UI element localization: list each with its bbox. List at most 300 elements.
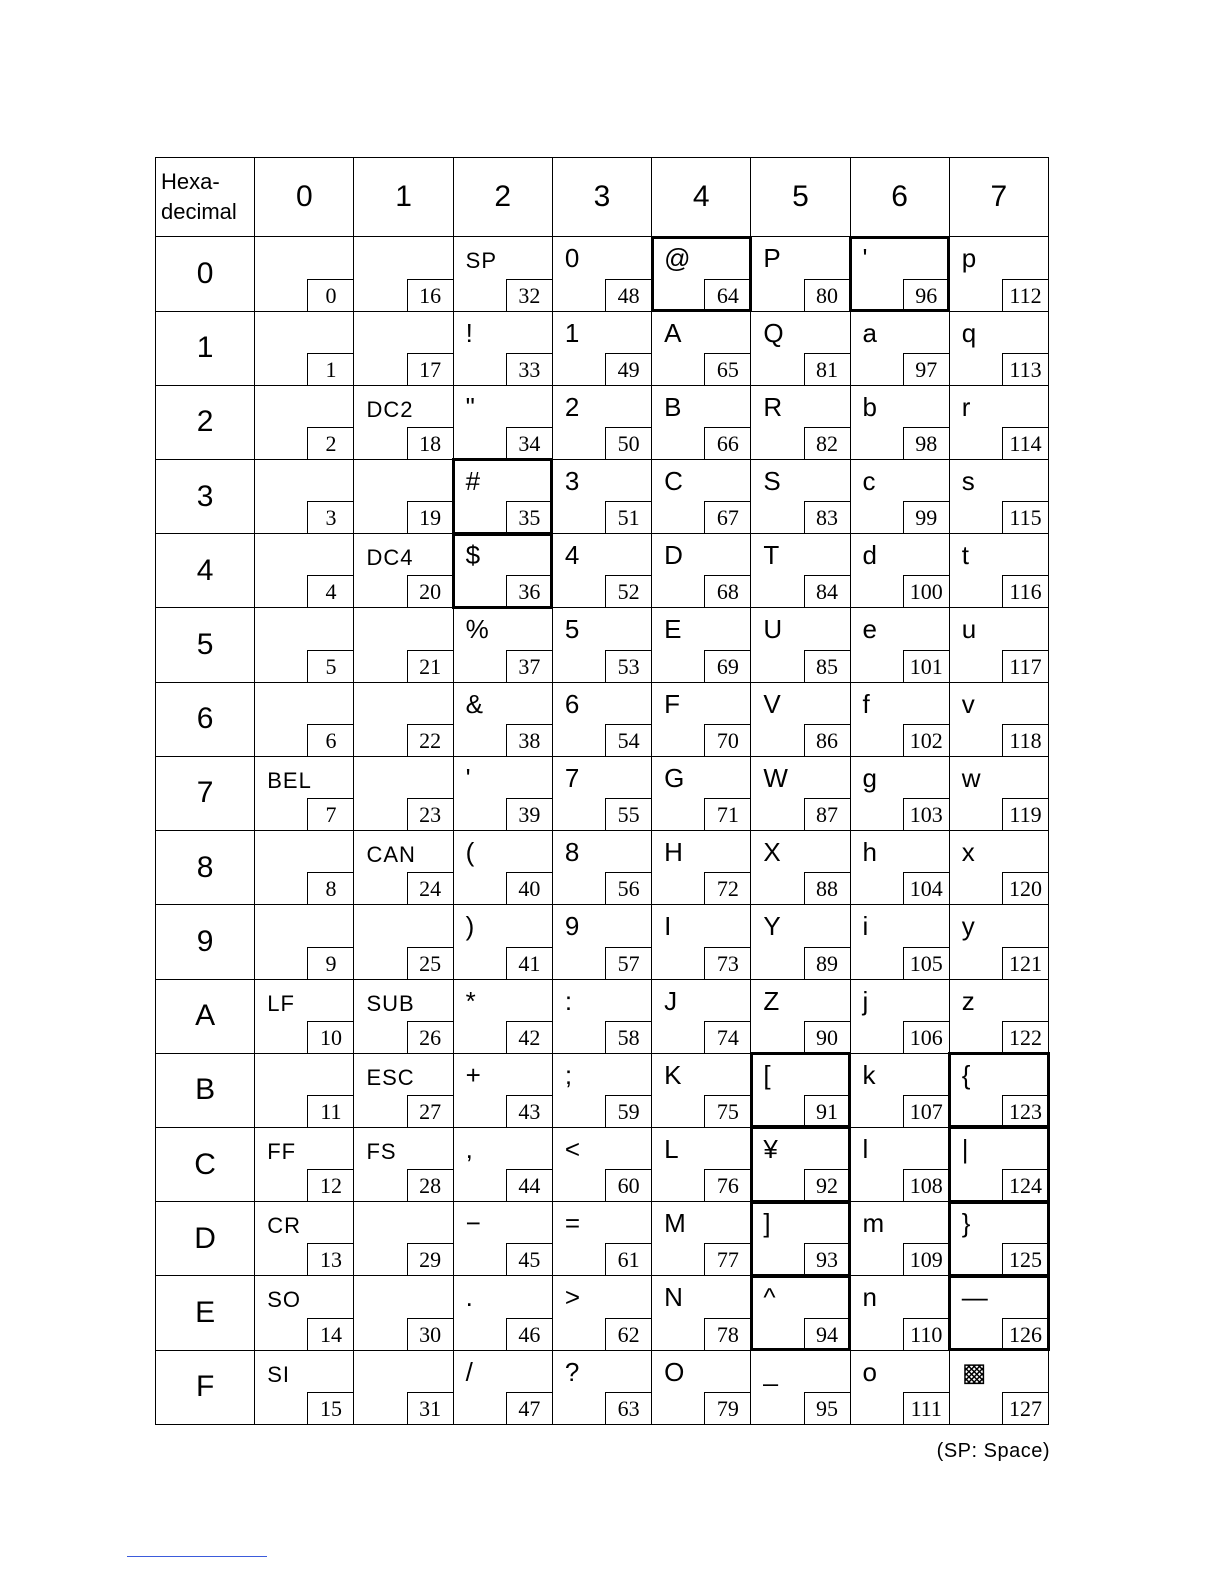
code-cell [949,1202,1048,1276]
cell-decimal-code: 30 [407,1318,453,1350]
code-cell [652,756,751,830]
cell-decimal-code: 65 [704,353,750,385]
cell-character: ! [465,317,473,348]
cell-character: BEL [267,767,312,793]
cell-character: & [465,688,483,719]
cell-decimal-code: 68 [704,575,750,607]
cell-character: p [961,243,977,274]
code-cell [453,1202,552,1276]
table-row [156,979,1049,1053]
code-cell [453,385,552,459]
table-row [156,311,1049,385]
cell-decimal-code: 102 [903,724,949,756]
code-cell [751,385,850,459]
cell-character: a [862,317,877,348]
code-cell [453,1350,552,1424]
code-cell [751,1127,850,1201]
cell-character: ESC [366,1064,415,1090]
cell-decimal-code: 101 [903,650,949,682]
cell-character: U [763,614,783,645]
cell-character: SI [267,1361,291,1387]
column-header: 0 [255,158,354,237]
cell-character: B [664,391,682,422]
column-header: 4 [652,158,751,237]
cell-decimal-code: 44 [506,1169,552,1201]
cell-decimal-code: 85 [804,650,850,682]
cell-decimal-code: 70 [704,724,750,756]
code-cell [354,756,453,830]
row-header: A [156,979,255,1053]
cell-character: K [664,1059,682,1090]
cell-decimal-code: 9 [307,947,353,979]
code-cell [354,905,453,979]
cell-decimal-code: 34 [506,427,552,459]
code-cell [354,1202,453,1276]
code-cell [652,1053,751,1127]
cell-character: x [961,837,975,868]
cell-decimal-code: 78 [704,1318,750,1350]
cell-character: 3 [564,465,580,496]
cell-character: u [961,614,977,645]
code-cell [453,1276,552,1350]
cell-decimal-code: 126 [1002,1318,1048,1350]
cell-decimal-code: 69 [704,650,750,682]
cell-decimal-code: 99 [903,501,949,533]
cell-decimal-code: 40 [506,872,552,904]
table-row [156,385,1049,459]
table-row [156,1350,1049,1424]
code-cell [354,385,453,459]
code-cell [652,1127,751,1201]
code-cell [255,534,354,608]
code-cell [453,534,552,608]
table-row [156,1053,1049,1127]
cell-character: 2 [564,391,580,422]
code-cell [552,1276,651,1350]
cell-decimal-code: 42 [506,1021,552,1053]
code-cell [751,905,850,979]
cell-decimal-code: 122 [1002,1021,1048,1053]
cell-character: v [961,688,975,719]
code-cell [354,831,453,905]
cell-decimal-code: 59 [605,1095,651,1127]
cell-decimal-code: 3 [307,501,353,533]
table-row [156,1276,1049,1350]
column-header: 7 [949,158,1048,237]
code-cell [949,756,1048,830]
cell-decimal-code: 8 [307,872,353,904]
cell-decimal-code: 92 [804,1169,850,1201]
cell-decimal-code: 46 [506,1318,552,1350]
code-cell [652,459,751,533]
cell-character: h [862,837,877,868]
cell-character: w [961,762,981,793]
cell-decimal-code: 67 [704,501,750,533]
code-cell [850,979,949,1053]
code-cell [453,979,552,1053]
cell-decimal-code: 25 [407,947,453,979]
code-cell [850,831,949,905]
table-row [156,831,1049,905]
cell-decimal-code: 58 [605,1021,651,1053]
cell-character: o [862,1356,877,1387]
corner-label [156,158,255,237]
cell-decimal-code: 6 [307,724,353,756]
cell-decimal-code: 117 [1002,650,1048,682]
cell-decimal-code: 71 [704,798,750,830]
code-cell [453,831,552,905]
cell-decimal-code: 53 [605,650,651,682]
cell-decimal-code: 64 [704,279,750,311]
column-header: 2 [453,158,552,237]
cell-decimal-code: 27 [407,1095,453,1127]
cell-decimal-code: 36 [506,575,552,607]
cell-decimal-code: 94 [804,1318,850,1350]
cell-decimal-code: 125 [1002,1243,1048,1275]
corner-label-line1: Hexa- [161,169,220,195]
code-cell [552,1127,651,1201]
cell-decimal-code: 76 [704,1169,750,1201]
code-cell [850,459,949,533]
cell-decimal-code: 88 [804,872,850,904]
cell-decimal-code: 4 [307,575,353,607]
cell-decimal-code: 41 [506,947,552,979]
cell-decimal-code: 87 [804,798,850,830]
code-cell [552,534,651,608]
cell-decimal-code: 95 [804,1392,850,1424]
cell-decimal-code: 47 [506,1392,552,1424]
corner-label-line2: decimal [161,199,237,225]
cell-decimal-code: 2 [307,427,353,459]
code-cell [453,1127,552,1201]
code-cell [552,1350,651,1424]
code-cell [552,905,651,979]
cell-character: D [664,540,683,571]
column-header: 5 [751,158,850,237]
code-cell [255,1202,354,1276]
cell-decimal-code: 100 [903,575,949,607]
code-cell [255,1350,354,1424]
code-cell [751,237,850,311]
cell-decimal-code: 121 [1002,947,1048,979]
code-cell [850,1202,949,1276]
code-cell [949,979,1048,1053]
code-cell [255,979,354,1053]
code-cell [850,756,949,830]
cell-decimal-code: 15 [307,1392,353,1424]
code-cell [453,905,552,979]
code-cell [255,1127,354,1201]
code-cell [354,311,453,385]
row-header: E [156,1276,255,1350]
cell-character: t [961,540,969,571]
cell-character: SO [267,1287,302,1313]
code-cell [255,608,354,682]
cell-decimal-code: 1 [307,353,353,385]
cell-decimal-code: 120 [1002,872,1048,904]
code-cell [850,1350,949,1424]
cell-decimal-code: 77 [704,1243,750,1275]
code-cell [949,311,1048,385]
cell-character: 7 [564,762,580,793]
cell-decimal-code: 5 [307,650,353,682]
cell-character: n [862,1282,877,1313]
cell-decimal-code: 0 [307,279,353,311]
cell-character: ( [465,837,475,868]
cell-decimal-code: 39 [506,798,552,830]
code-cell [850,1276,949,1350]
cell-decimal-code: 86 [804,724,850,756]
code-cell [255,756,354,830]
cell-character: CAN [366,842,416,868]
code-cell [751,311,850,385]
cell-decimal-code: 61 [605,1243,651,1275]
cell-character: J [664,985,678,1016]
cell-character: . [465,1282,473,1313]
cell-character: g [862,762,877,793]
code-cell [552,831,651,905]
cell-decimal-code: 60 [605,1169,651,1201]
code-cell [354,1350,453,1424]
cell-decimal-code: 48 [605,279,651,311]
code-cell [453,237,552,311]
code-cell [949,1053,1048,1127]
code-cell [354,1127,453,1201]
cell-decimal-code: 28 [407,1169,453,1201]
code-cell [850,311,949,385]
code-cell [652,831,751,905]
table-row [156,237,1049,311]
code-cell [751,534,850,608]
cell-decimal-code: 55 [605,798,651,830]
cell-character: [ [763,1059,771,1090]
cell-character: DC2 [366,396,414,422]
cell-decimal-code: 26 [407,1021,453,1053]
cell-decimal-code: 118 [1002,724,1048,756]
cell-character: V [763,688,781,719]
cell-character: ' [465,762,471,793]
cell-decimal-code: 83 [804,501,850,533]
code-cell [751,608,850,682]
cell-decimal-code: 82 [804,427,850,459]
row-header: 5 [156,608,255,682]
cell-character: E [664,614,682,645]
code-cell [751,1053,850,1127]
cell-decimal-code: 105 [903,947,949,979]
column-header: 6 [850,158,949,237]
cell-character: I [664,911,672,942]
code-cell [652,385,751,459]
cell-character: 6 [564,688,580,719]
column-header: 1 [354,158,453,237]
cell-character: 1 [564,317,580,348]
code-cell [949,1350,1048,1424]
cell-decimal-code: 116 [1002,575,1048,607]
code-cell [751,756,850,830]
cell-decimal-code: 33 [506,353,552,385]
cell-decimal-code: 32 [506,279,552,311]
code-cell [552,459,651,533]
cell-decimal-code: 75 [704,1095,750,1127]
cell-character: i [862,911,869,942]
cell-decimal-code: 109 [903,1243,949,1275]
cell-character: e [862,614,877,645]
cell-character: N [664,1282,683,1313]
row-header: C [156,1127,255,1201]
cell-character: H [664,837,683,868]
cell-decimal-code: 18 [407,427,453,459]
code-cell [354,608,453,682]
cell-decimal-code: 110 [903,1318,949,1350]
code-cell [552,1053,651,1127]
cell-decimal-code: 35 [506,501,552,533]
cell-character: @ [664,243,691,274]
code-cell [255,831,354,905]
cell-character: DC4 [366,545,414,571]
cell-character: k [862,1059,876,1090]
code-cell [255,459,354,533]
code-cell [255,1053,354,1127]
cell-decimal-code: 50 [605,427,651,459]
cell-character: 4 [564,540,580,571]
cell-character: X [763,837,781,868]
cell-decimal-code: 38 [506,724,552,756]
code-cell [949,1127,1048,1201]
code-cell [652,237,751,311]
cell-decimal-code: 57 [605,947,651,979]
cell-character: F [664,688,680,719]
cell-character: 8 [564,837,580,868]
cell-decimal-code: 73 [704,947,750,979]
code-cell [751,1202,850,1276]
code-cell [354,682,453,756]
cell-decimal-code: 103 [903,798,949,830]
cell-character: j [862,985,869,1016]
code-cell [850,237,949,311]
cell-decimal-code: 81 [804,353,850,385]
code-cell [751,1276,850,1350]
row-header: 1 [156,311,255,385]
cell-decimal-code: 13 [307,1243,353,1275]
cell-character: ; [564,1059,573,1090]
cell-decimal-code: 113 [1002,353,1048,385]
code-cell [652,979,751,1053]
row-header: 2 [156,385,255,459]
code-cell [751,459,850,533]
cell-character: q [961,317,977,348]
code-cell [949,1276,1048,1350]
cell-character: Z [763,985,780,1016]
code-cell [652,608,751,682]
code-cell [453,756,552,830]
character-code-table [155,157,1049,1425]
cell-character: l [862,1133,869,1164]
code-cell [949,682,1048,756]
cell-character: C [664,465,683,496]
cell-character: — [961,1282,988,1313]
code-cell [552,756,651,830]
cell-decimal-code: 63 [605,1392,651,1424]
code-cell [552,608,651,682]
cell-decimal-code: 98 [903,427,949,459]
cell-decimal-code: 108 [903,1169,949,1201]
code-cell [850,608,949,682]
cell-character: ¥ [763,1133,778,1164]
cell-character: b [862,391,877,422]
cell-decimal-code: 115 [1002,501,1048,533]
cell-character: SP [465,248,498,274]
cell-character: G [664,762,685,793]
cell-character: 9 [564,911,580,942]
code-cell [850,1053,949,1127]
cell-decimal-code: 31 [407,1392,453,1424]
cell-decimal-code: 24 [407,872,453,904]
cell-decimal-code: 21 [407,650,453,682]
code-cell [751,1350,850,1424]
code-cell [949,459,1048,533]
code-cell [552,682,651,756]
cell-character: 0 [564,243,580,274]
code-cell [552,385,651,459]
code-cell [255,905,354,979]
cell-decimal-code: 79 [704,1392,750,1424]
code-cell [850,534,949,608]
page-underline [127,1556,267,1557]
cell-decimal-code: 123 [1002,1095,1048,1127]
cell-character: , [465,1133,473,1164]
table-row [156,459,1049,533]
cell-decimal-code: 112 [1002,279,1048,311]
cell-character: L [664,1133,679,1164]
cell-decimal-code: 89 [804,947,850,979]
cell-decimal-code: 127 [1002,1392,1048,1424]
row-header: 8 [156,831,255,905]
code-cell [850,682,949,756]
code-cell [652,1276,751,1350]
code-cell [255,385,354,459]
cell-character: s [961,465,975,496]
code-cell [949,237,1048,311]
cell-character: SUB [366,990,415,1016]
cell-decimal-code: 104 [903,872,949,904]
cell-character: $ [465,540,481,571]
cell-character: * [465,985,476,1016]
table-row [156,534,1049,608]
code-cell [255,237,354,311]
cell-decimal-code: 124 [1002,1169,1048,1201]
cell-decimal-code: 23 [407,798,453,830]
cell-character: { [961,1059,971,1090]
cell-character: f [862,688,870,719]
cell-decimal-code: 90 [804,1021,850,1053]
cell-decimal-code: 107 [903,1095,949,1127]
table-row [156,756,1049,830]
cell-character: W [763,762,788,793]
code-cell [751,979,850,1053]
code-cell [354,534,453,608]
code-cell [552,1202,651,1276]
table-row [156,1202,1049,1276]
cell-character: ' [862,243,868,274]
code-cell [949,608,1048,682]
cell-character: = [564,1208,581,1239]
code-cell [652,311,751,385]
cell-character: P [763,243,781,274]
row-header: 9 [156,905,255,979]
code-cell [453,1053,552,1127]
cell-decimal-code: 14 [307,1318,353,1350]
cell-character: Y [763,911,781,942]
